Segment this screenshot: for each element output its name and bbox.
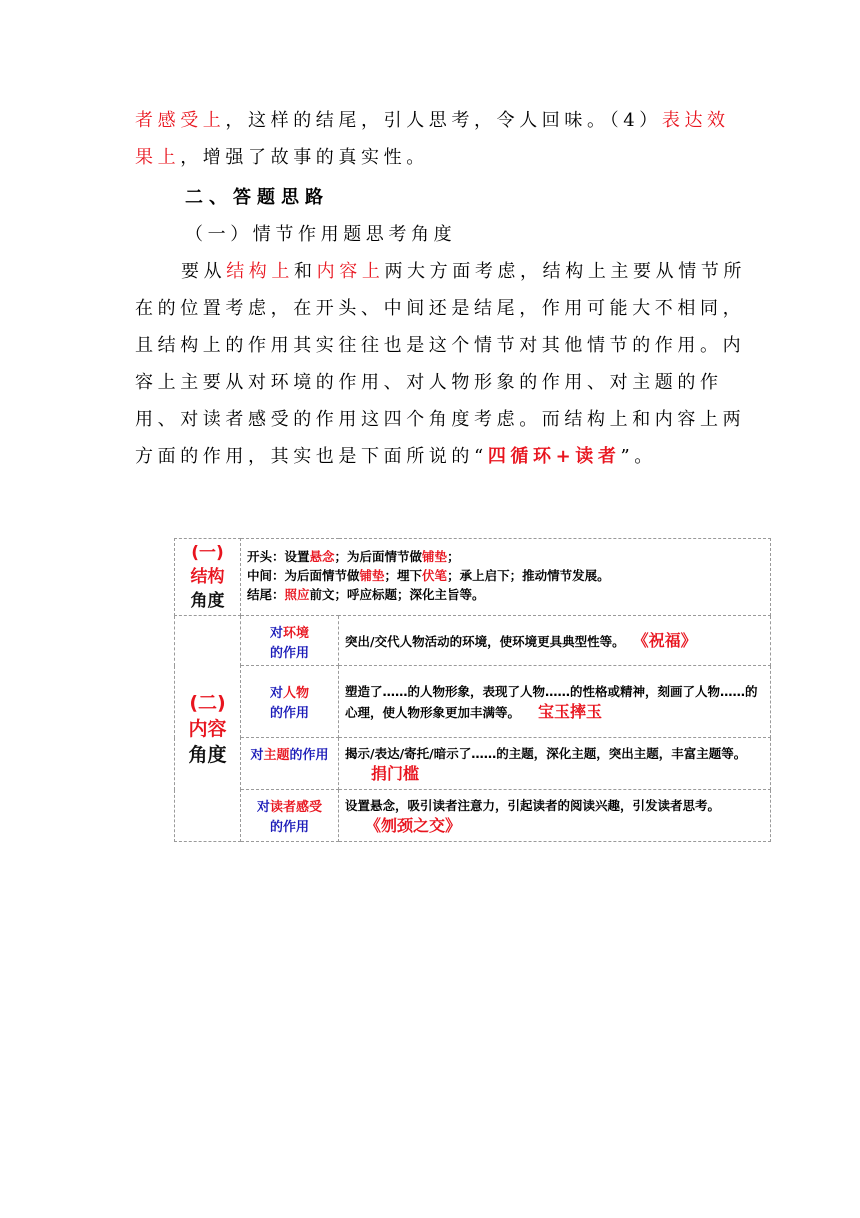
- structure-detail-cell: [241, 539, 771, 616]
- text-segment: 结尾：: [247, 587, 285, 602]
- text-segment: 的作用: [289, 748, 329, 763]
- text-segment: ；埋下: [384, 568, 423, 583]
- text-segment: 的作用: [269, 646, 309, 661]
- text-segment: 要从: [181, 261, 227, 282]
- text-segment: ”。: [620, 446, 657, 467]
- text-segment: ；: [447, 549, 460, 564]
- text-segment: 中间：为后面情节做: [247, 568, 360, 583]
- desc-text: 塑造了……的人物形象，表现了人物……的性格或精神，刻画了人物……的心理，使人物形象更加丰满等。: [345, 684, 758, 720]
- text-segment: 的作用: [269, 820, 309, 835]
- structure-angle-cell: [175, 539, 241, 616]
- content-angle-label: 角度: [188, 743, 227, 766]
- keyword-reader: 读者感受: [270, 800, 323, 815]
- label-character: [241, 666, 339, 738]
- text-segment: ；承上启下；推动情节发展。: [447, 568, 610, 583]
- desc-text: 揭示/表达/寄托/暗示了……的主题，深化主题，突出主题，丰富主题等。: [345, 746, 747, 761]
- example-note: 捐门槛: [371, 764, 420, 783]
- text-segment: 前文；呼应标题；深化主旨等。: [309, 587, 485, 602]
- label-reader: [241, 790, 339, 842]
- content-number: (二): [189, 691, 226, 714]
- keyword-environment: 环境: [283, 626, 310, 641]
- plot-function-table: [174, 538, 771, 842]
- structure-ending: [247, 585, 766, 604]
- structure-middle: [247, 566, 766, 585]
- structure-opening: [247, 547, 766, 566]
- desc-text: 设置悬念，吸引读者注意力，引起读者的阅读兴趣，引发读者思考。: [345, 798, 721, 813]
- example-note: 《刎颈之交》: [365, 816, 462, 835]
- desc-environment: [339, 616, 771, 666]
- example-note: 宝玉摔玉: [538, 702, 603, 721]
- structure-number: (一): [191, 543, 224, 563]
- highlight-expression-effect: 表达效: [661, 110, 730, 131]
- text-continuation: [135, 102, 747, 176]
- text-segment: ，这样的结尾，引人思考，令人回味。（4）: [225, 110, 662, 131]
- keyword-foreshadow: 铺垫: [359, 568, 385, 583]
- content-row-environment: [175, 616, 771, 666]
- highlight-structure: 结构上: [226, 261, 295, 282]
- text-segment: ，增强了故事的真实性。: [180, 147, 429, 168]
- text-segment: 对: [250, 748, 264, 763]
- document-body: [135, 102, 747, 475]
- content-row-character: [175, 666, 771, 738]
- section-heading: 二、答题思路: [185, 187, 329, 208]
- label-environment: [241, 616, 339, 666]
- content-row-theme: [175, 738, 771, 790]
- label-theme: [241, 738, 339, 790]
- subsection-heading: （一）情节作用题思考角度: [185, 224, 457, 245]
- desc-theme: [339, 738, 771, 790]
- structure-label: 结构: [190, 567, 225, 587]
- desc-reader: [339, 790, 771, 842]
- keyword-suspense: 悬念: [309, 549, 335, 564]
- text-segment: 开头：设置: [247, 549, 310, 564]
- content-angle-cell: [175, 616, 241, 842]
- structure-row: [175, 539, 771, 616]
- keyword-foreshadow: 铺垫: [422, 549, 448, 564]
- desc-text: 突出/交代人物活动的环境，使环境更具典型性等。: [345, 634, 625, 649]
- text-segment: 对: [269, 626, 283, 641]
- text-segment: 两大方面考虑，结构上主要从情节所在的位置考虑，在开头、中间还是结尾，作用可能大不相同，且结构上的作用其实往往也是这个情节对其他情节的作用。内容上主要从对环境的作用、对人物形象的作用、对主题的作用、对读者感受的作用这四个角度考虑。而结构上和内容上两方面的作用，其实也是下面所说的“: [135, 261, 747, 467]
- keyword-hint: 伏笔: [422, 568, 448, 583]
- text-segment: 对: [269, 686, 283, 701]
- text-segment: 和: [294, 261, 317, 282]
- keyword-theme: 主题: [263, 748, 290, 763]
- text-segment: 的作用: [269, 706, 309, 721]
- example-note: 《祝福》: [640, 631, 697, 650]
- content-row-reader: [175, 790, 771, 842]
- text-segment: ；为后面情节做: [334, 549, 423, 564]
- keyword-character: 人物: [283, 686, 310, 701]
- highlight-expression-effect-2: 果上: [135, 147, 181, 168]
- content-label: 内容: [188, 717, 227, 740]
- highlight-content: 内容上: [316, 261, 385, 282]
- highlight-reader-feeling: 者感受上: [135, 110, 226, 131]
- keyword-echo: 照应: [284, 587, 310, 602]
- text-segment: 对: [256, 800, 270, 815]
- body-paragraph: [135, 253, 747, 475]
- structure-angle-label: 角度: [190, 591, 225, 611]
- highlight-cycle-reader: 四循环+读者: [487, 446, 621, 467]
- desc-character: [339, 666, 771, 738]
